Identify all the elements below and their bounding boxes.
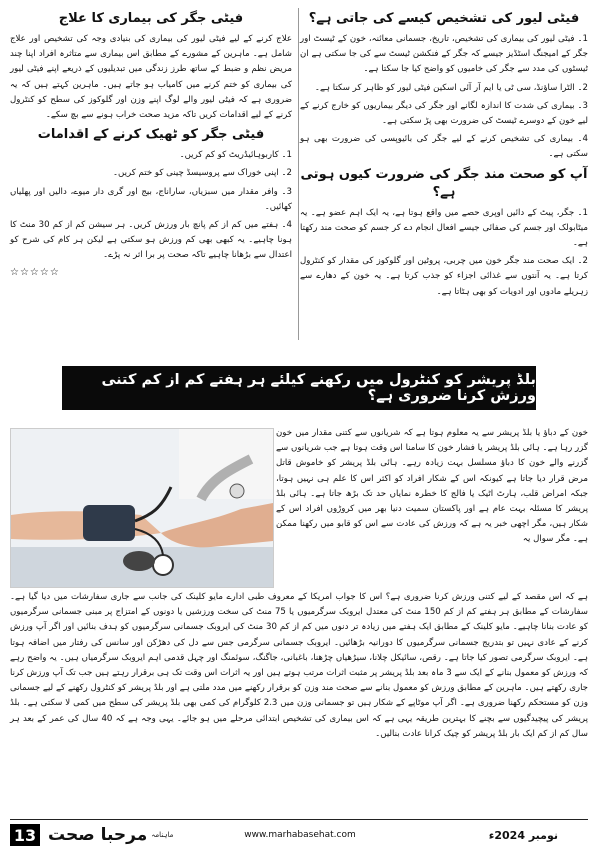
paragraph: 3۔ بیماری کی شدت کا اندازہ لگانے اور جگر کی دیگر بیماریوں کو خارج کرنے کے لیے خون کے دوسرے ٹیسٹ کی ضرورت بھی پڑ سکتی ہے۔ (300, 100, 588, 127)
magazine-name: مرحبا صحت (48, 825, 148, 845)
article-body (10, 590, 588, 745)
footer-rule (10, 819, 588, 820)
star-ornament: ☆☆☆☆☆ (10, 266, 60, 278)
paragraph: 4۔ بیماری کی تشخیص کرنے کے لیے جگر کی بائیوپسی کی ضرورت بھی ہو سکتی ہے۔ (300, 134, 588, 160)
paragraph: 2۔ ایک صحت مند جگر خون میں چربی، پروٹین اور گلوکوز کی مقدار کو کنٹرول کرتا ہے۔ یہ آنتوں سے غذائی اجزاء کو جذب کرتا ہے۔ یہ خون کے دھارے سے زہریلے مادوں اور ادویات کو بھی ہٹاتا ہے۔ (300, 256, 588, 297)
magazine-logo (10, 823, 206, 847)
section-heading-fatty-liver-treatment: فیٹی جگر کی بیماری کا علاج (58, 11, 244, 26)
paragraph: خون کے دباؤ یا بلڈ پریشر سے یہ معلوم ہوتا ہے کہ شریانوں سے کتنی مقدار میں خون گزر رہا ہے۔ ہائی بلڈ پریشر یا فشار خون کا سامنا اس وقت ہوتا ہے جب شریانوں سے گزرنے والے خون کا دباؤ مسلسل بہت زیادہ رہے۔ ہائی بلڈ پریشر کو خاموش قاتل مرض قرار دیا جاتا ہے کیونکہ اس کے شکار افراد کو اکثر اس کا علم ہی نہیں ہوتا، جبکہ امراض قلب، ہارٹ اٹیک یا فالج کا خطرہ نمایاں حد تک بڑھ جاتا ہے۔ ہائی بلڈ پریشر کا مسئلہ بہت عام ہے اور پاکستان سمیت دنیا بھر میں کروڑوں افراد اس کے شکار ہیں، مگر اچھی خبر یہ ہے کہ ورزش کی عادت سے اس کو قابو میں رکھنا ممکن ہے۔ مگر سوال یہ (276, 428, 588, 545)
paragraph: 1۔ فیٹی لیور کی بیماری کی تشخیص، تاریخ، جسمانی معائنہ، خون کے ٹیسٹ اور جگر کے امیجنگ اسٹڈیز جیسے کہ جگر کے فنکشن ٹیسٹ سے کی جا سکتی ہے ان ٹیسٹوں کی مدد سے جگر کی خامیوں کو واضح کیا جا سکتا ہے۔ (300, 34, 588, 75)
right-column (300, 8, 588, 303)
issue-date: نومبر 2024ء (488, 829, 558, 842)
left-column (10, 8, 292, 278)
paragraph: 1۔ کاربوہائیڈریٹ کو کم کریں۔ (179, 150, 292, 161)
paragraph: ہے کہ اس مقصد کے لیے کتنی ورزش کرنا ضروری ہے؟ اس کا جواب امریکا کے معروف طبی ادارے مایو کلینک کی جانب سے جاری سفارشات میں دیا گیا ہے۔ سفارشات کے مطابق ہر ہفتے کم از کم 150 منٹ کی معتدل ایروبک سرگرمیوں یا 75 منٹ کی سخت ورزشیں یا دونوں کے امتزاج پر مبنی جسمانی سرگرمیوں کو عادت بنانا چاہیے۔ مایو کلینک کے مطابق ایک ہفتے میں زیادہ تر دنوں میں کم از کم 30 منٹ کی ایروبک جسمانی سرگرمیوں کو ہدف بنائیں اور اگر آپ ورزش کرنے کے عادی نہیں تو بتدریج جسمانی سرگرمیوں کا دورانیہ بڑھائیں۔ ایروبک جسمانی سرگرمی جس سے دل کی دھڑکن اور سانس کی رفتار میں اضافہ ہوتا ہے۔ ایروبک سرگرمی تصور کیا جاتا ہے۔ رقص، سائیکل چلانا، سیڑھیاں چڑھنا، باغبانی، جاگنگ، سوئمنگ اور چہل قدمی اہم ایروبک سرگرمیاں ہیں۔ یہ واضح رہے کہ ورزش کو معمول بنانے کے ایک سے 3 ماہ بعد بلڈ پریشر پر مثبت اثرات مرتب ہوتے ہیں اور یہ اثرات اس وقت تک ہی برقرار رہتے ہیں جب تک آپ ورزش کرنا جاری رکھتے ہیں۔ ماہرین کے مطابق ورزش کو معمول بنانے سے صحت مند وزن کو برقرار رکھنے میں مدد ملتی ہے اور بلڈ پریشر کو کنٹرول رکھنے کے لیے جسمانی وزن کو مستحکم رکھنا ضروری ہے۔ اگر آپ موٹاپے کے شکار ہیں تو جسمانی وزن میں 2.3 کلوگرام کی کمی بھی بلڈ پریشر کی سطح میں کمی لا سکتی ہے۔ بلڈ پریشر کی پیچیدگیوں سے بچنے کا بہترین طریقہ یہی ہے کہ اس بیماری کی تشخیص ابتدائی مرحلے میں ہو جائے۔ یہی وجہ ہے کہ 40 سال کی عمر کے بعد ہر سال کم از کم ایک بار بلڈ پریشر کو چیک کرانا عادت بنالیں۔ (10, 592, 588, 739)
paragraph: 4۔ ہفتے میں کم از کم پانچ بار ورزش کریں۔ ہر سیشن کم از کم 30 منٹ کا ہونا چاہیے۔ یہ کبھی بھی کم ورزش ہو سکتی ہے لیکن ہر کام کی شرح کو اعتدال سے بڑھانا چاہیے تاکہ صحت پر برا اثر نہ پڑے۔ (10, 220, 292, 261)
article-intro (276, 426, 588, 551)
column-divider (298, 8, 299, 340)
blood-pressure-photo (10, 428, 274, 588)
page-footer (0, 815, 598, 849)
issue-number: 13 (10, 824, 40, 846)
section-heading-fatty-liver-diagnosis: فیٹی لیور کی تشخیص کیسے کی جاتی ہے؟ (308, 11, 580, 26)
paragraph: 1۔ جگر، پیٹ کے دائیں اوپری حصے میں واقع ہوتا ہے، یہ ایک اہم عضو ہے۔ یہ میٹابولک اور جسم کی صفائی جیسے افعال انجام دے کر جسم کو صحت مند رکھتا ہے۔ (300, 207, 588, 249)
section-heading-healthy-liver: آپ کو صحت مند جگر کی ضرورت کیوں ہوتی ہے؟ (300, 166, 588, 200)
paragraph: علاج کرنے کے لیے فیٹی لیور کی بیماری کی بنیادی وجہ کی تشخیص اور علاج شامل ہے۔ ماہرین کے مشورے کے مطابق اس بیماری سے متاثرہ افراد اپنا چند مریض نظم و ضبط کے ساتھ طرز زندگی میں تبدیلیوں کے ذریعے اپنے فیٹی لیور کی بیماری کو ختم کرنے میں کامیاب ہو جاتے ہیں۔ ماہرین کہتے ہیں کہ یہ ضروری ہے کہ فیٹی لیور والے لوگ اپنے وزن اور گلوکوز کی سطح کو کنٹرول کرنے کے لیے اقدامات کریں تاکہ مزید صحت خراب ہونے سے بچ سکے۔ (10, 34, 292, 121)
blood-pressure-illustration (11, 429, 273, 587)
section-heading-fatty-liver-steps: فیٹی جگر کو ٹھیک کرنے کے اقدامات (37, 127, 265, 143)
paragraph: 3۔ وافر مقدار میں سبزیاں، ساراناج، بیج اور گری دار میوے، دالیں اور پھلیاں کھائیں۔ (10, 186, 292, 212)
article-title-banner: بلڈ پریشر کو کنٹرول میں رکھنے کیلئے ہر ہفتے کم از کم کتنی ورزش کرنا ضروری ہے؟ (62, 366, 536, 410)
website-link[interactable]: www.marhabasehat.com (244, 830, 356, 840)
paragraph: 2۔ الٹرا ساؤنڈ، سی ٹی یا ایم آر آئی اسکین فیٹی لیور کو ظاہر کر سکتا ہے۔ (314, 82, 588, 93)
paragraph: 2۔ اپنی خوراک سے پروسیسڈ چینی کو ختم کریں۔ (113, 168, 292, 179)
magazine-tag: ماہنامہ (151, 831, 174, 839)
